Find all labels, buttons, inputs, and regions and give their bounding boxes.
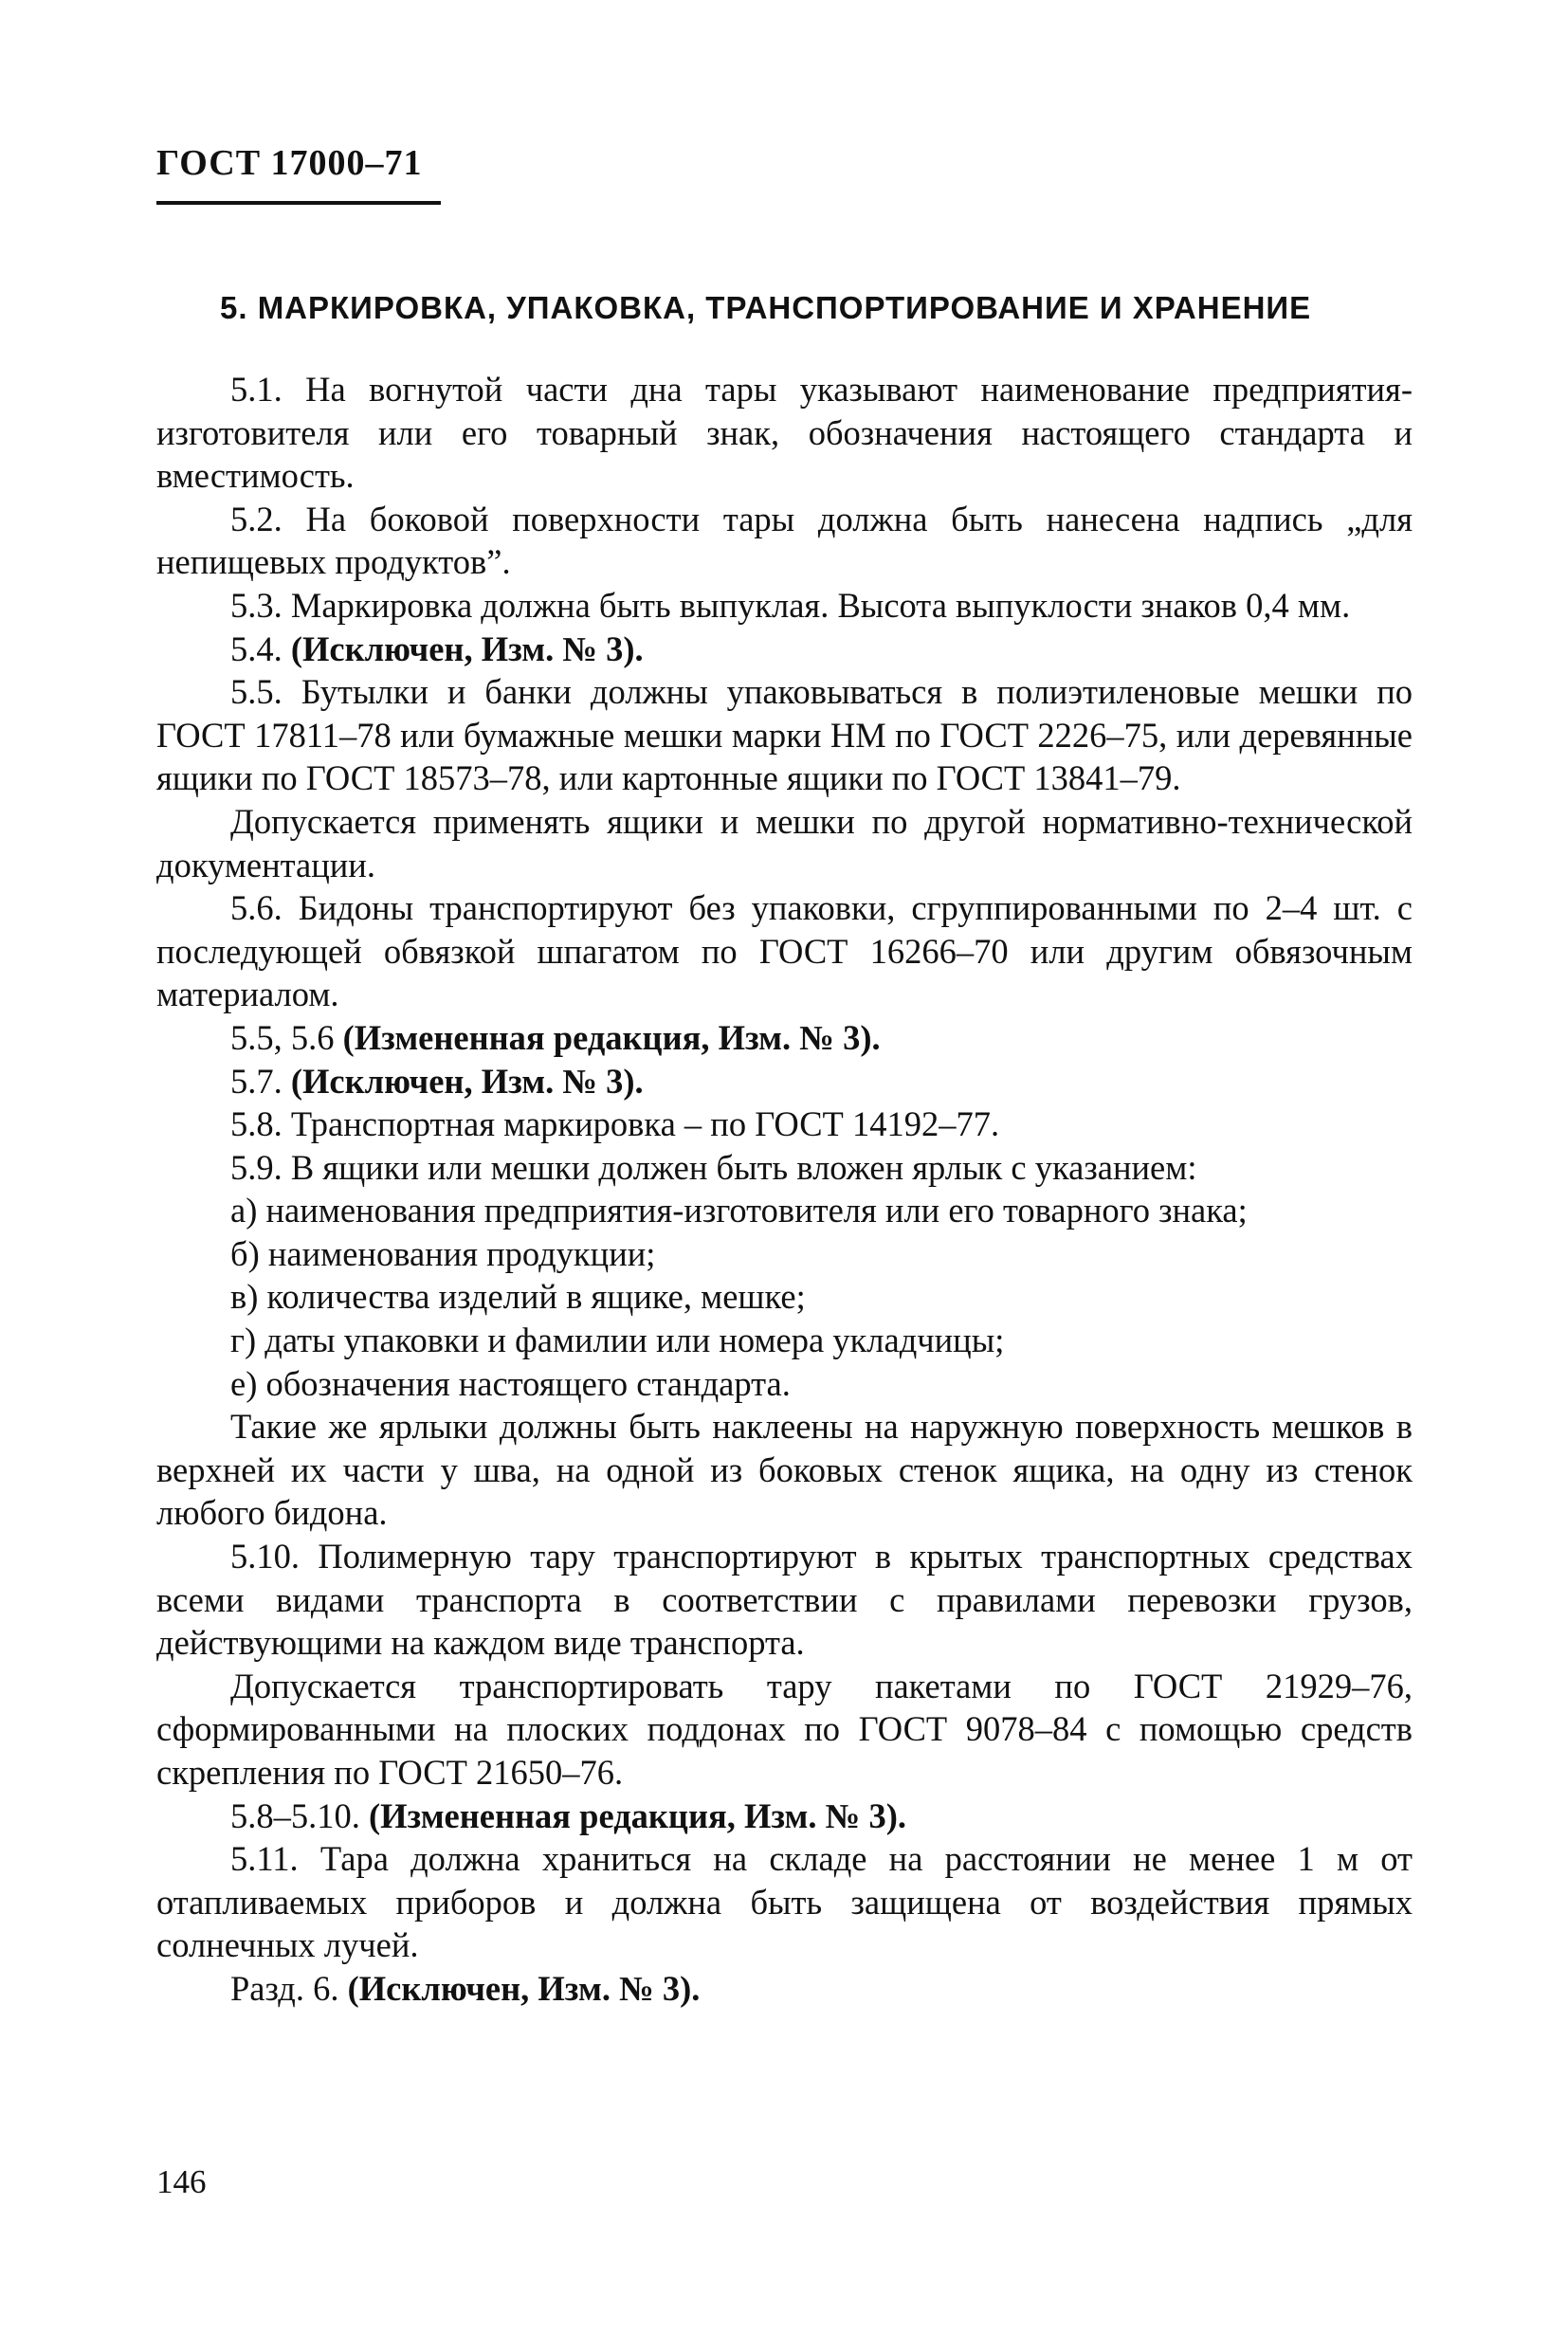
paragraph-5-6: 5.6. Бидоны транспортируют без упаковки, сгруппированными по 2–4 шт. с последующей обвязкой шпагатом по ГОСТ 16266–70 или другим обвязочным материалом. <box>156 888 1413 1014</box>
document-header: ГОСТ 17000–71 <box>156 143 423 183</box>
paragraph-5-4 <box>156 628 1413 671</box>
document-body <box>156 368 1413 2011</box>
paragraph-5-1: 5.1. На вогнутой части дна тары указывают наименование предприятия-изготовителя или его товарный знак, обозначения настоящего стандарта и вместимость. <box>156 370 1413 496</box>
list-item-e: е) обозначения настоящего стандарта. <box>230 1363 791 1403</box>
paragraph-5-2: 5.2. На боковой поверхности тары должна быть нанесена надпись „для непищевых продуктов”. <box>156 499 1413 582</box>
amendment-note: (Исключен, Изм. № 3). <box>290 1061 644 1101</box>
paragraph-5-5-allowance: Допускается применять ящики и мешки по другой нормативно-технической документации. <box>156 801 1413 884</box>
paragraph-5-10: 5.10. Полимерную тару транспортируют в крытых транспортных средствах всеми видами транспорта в соответствии с правилами перевозки грузов, действующими на каждом виде транспорта. <box>156 1537 1413 1663</box>
paragraph-5-7 <box>156 1060 1413 1103</box>
list-item-v: в) количества изделий в ящике, мешке; <box>230 1277 806 1317</box>
paragraph-5-5: 5.5. Бутылки и банки должны упаковываться в полиэтиленовые мешки по ГОСТ 17811–78 или бумажные мешки марки НМ по ГОСТ 2226–75, или деревянные ящики по ГОСТ 18573–78, или картонные ящики по ГОСТ 13841–79. <box>156 672 1413 798</box>
list-item-a: а) наименования предприятия-изготовителя или его товарного знака; <box>230 1191 1248 1230</box>
paragraph-5-10-allowance: Допускается транспортировать тару пакетами по ГОСТ 21929–76, сформированными на плоских поддонах по ГОСТ 9078–84 с помощью средств скрепления по ГОСТ 21650–76. <box>156 1666 1413 1792</box>
paragraph-number: Разд. 6. <box>230 1968 348 2008</box>
paragraph-5-3: 5.3. Маркировка должна быть выпуклая. Высота выпуклости знаков 0,4 мм. <box>230 585 1351 625</box>
page-number: 146 <box>156 2163 207 2200</box>
paragraph-5-9: 5.9. В ящики или мешки должен быть вложен ярлык с указанием: <box>230 1147 1197 1187</box>
list-item-b: б) наименования продукции; <box>230 1233 656 1273</box>
amendment-note: (Измененная редакция, Изм. № 3). <box>369 1795 906 1835</box>
section-title: 5. МАРКИРОВКА, УПАКОВКА, ТРАНСПОРТИРОВАНИЕ И ХРАНЕНИЕ <box>220 290 1312 325</box>
paragraph-5-8: 5.8. Транспортная маркировка – по ГОСТ 14192–77. <box>230 1104 1000 1144</box>
paragraph-number: 5.8–5.10. <box>230 1795 369 1835</box>
section-6-note <box>156 1967 1413 2011</box>
amendment-note: (Измененная редакция, Изм. № 3). <box>342 1017 881 1057</box>
paragraph-number: 5.7. <box>230 1061 291 1101</box>
header-divider <box>156 201 441 205</box>
paragraph-number: 5.5, 5.6 <box>230 1017 343 1057</box>
paragraph-number: 5.4. <box>230 629 291 668</box>
list-item-g: г) даты упаковки и фамилии или номера укладчицы; <box>230 1321 1005 1360</box>
paragraph-5-5-5-6-note <box>156 1016 1413 1060</box>
amendment-note: (Исключен, Изм. № 3). <box>347 1968 701 2008</box>
paragraph-5-11: 5.11. Тара должна храниться на складе на расстоянии не менее 1 м от отапливаемых приборов и должна быть защищена от воздействия прямых солнечных лучей. <box>156 1839 1413 1965</box>
paragraph-5-8-5-10-note <box>156 1795 1413 1838</box>
paragraph-5-9-labels: Такие же ярлыки должны быть наклеены на наружную поверхность мешков в верхней их части у шва, на одной из боковых стенок ящика, на одну из стенок любого бидона. <box>156 1407 1413 1533</box>
amendment-note: (Исключен, Изм. № 3). <box>290 629 644 668</box>
